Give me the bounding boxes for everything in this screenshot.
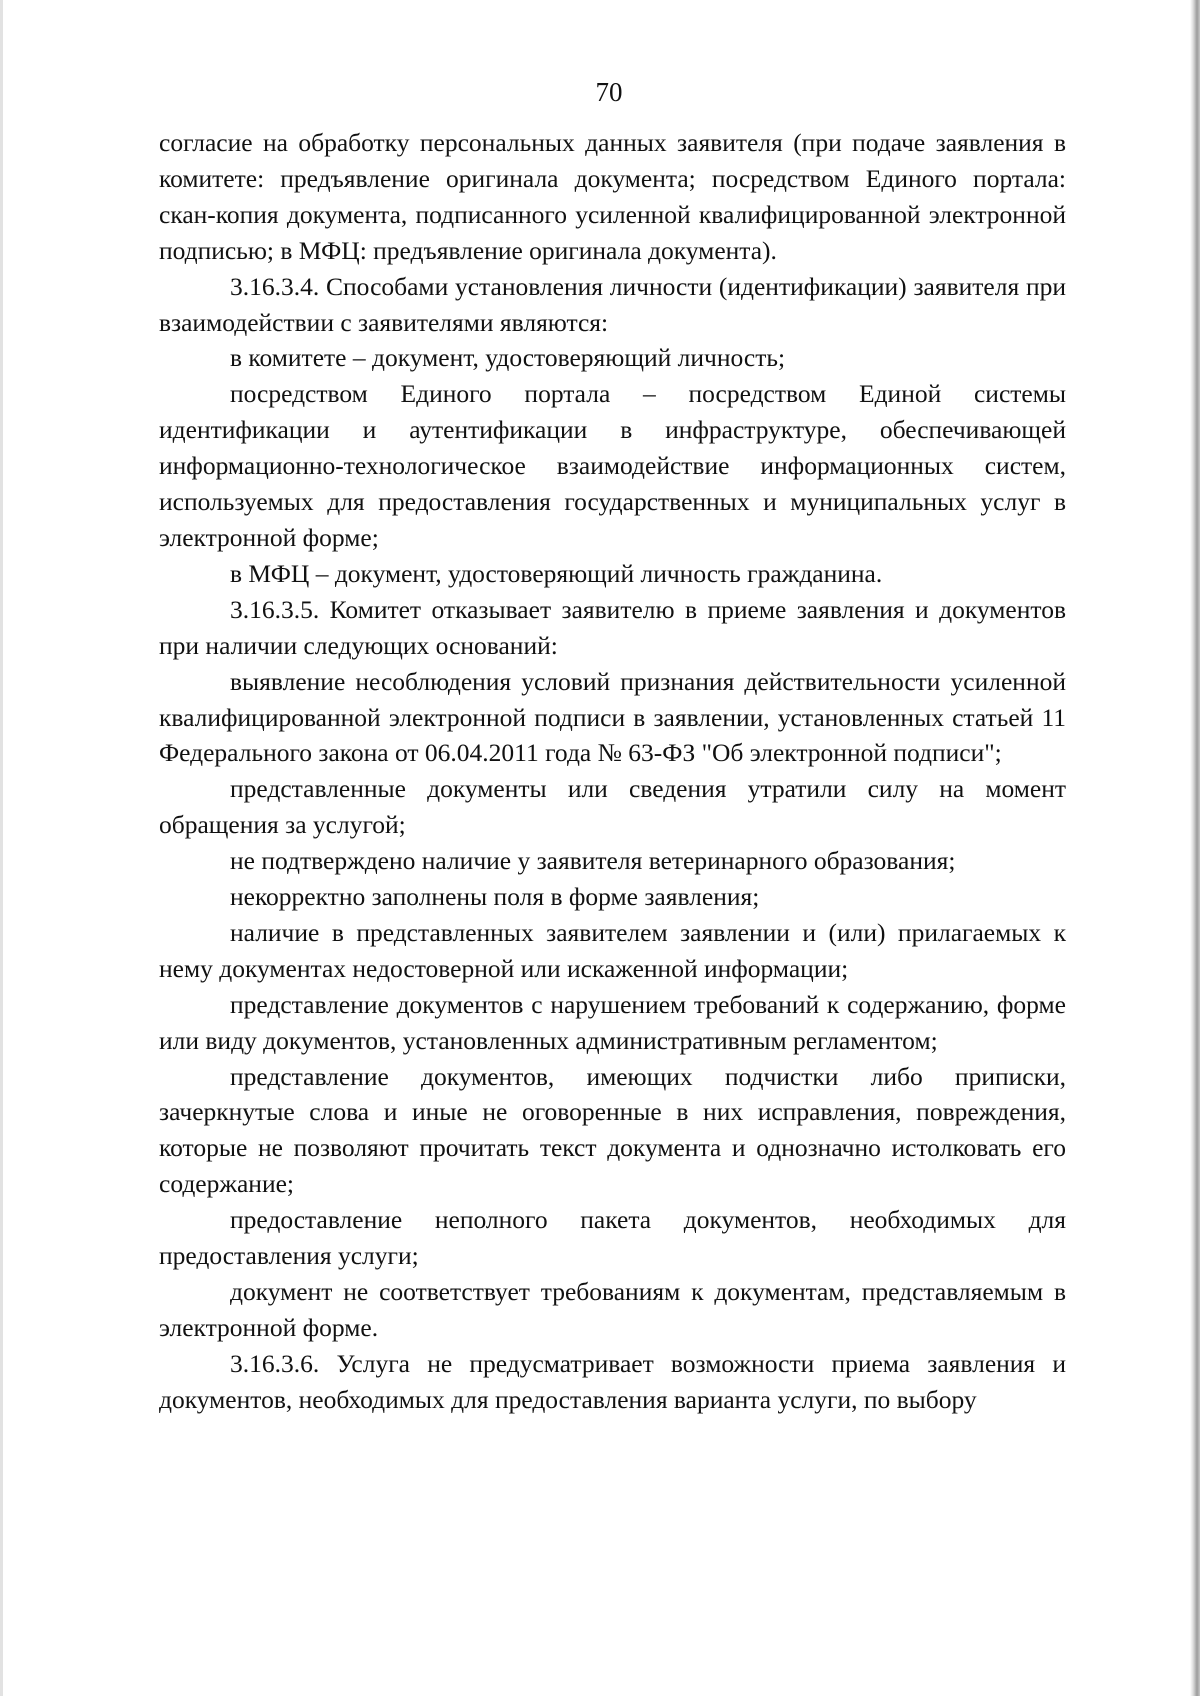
paragraph: 3.16.3.5. Комитет отказывает заявителю в приеме заявления и документов при наличии следующих оснований: bbox=[159, 594, 1066, 660]
page-number: 70 bbox=[595, 77, 623, 107]
paragraph: 3.16.3.4. Способами установления личности (идентификации) заявителя при взаимодействии с заявителями являются: bbox=[159, 271, 1066, 337]
paragraph: посредством Единого портала – посредством Единой системы идентификации и аутентификации в инфраструктуре, обеспечивающей информационно-технологическое взаимодействие информационных систем, используемых для предоставления государственных и муниципальных услуг в электронной форме; bbox=[159, 379, 1066, 552]
paragraph: выявление несоблюдения условий признания действительности усиленной квалифицированной электронной подписи в заявлении, установленных статьей 11 Федерального закона от 06.04.2011 года № 63-ФЗ "Об электронной подписи"; bbox=[159, 666, 1066, 768]
paragraph: в комитете – документ, удостоверяющий личность; bbox=[230, 343, 786, 373]
scan-edge-right bbox=[1190, 0, 1200, 1696]
paragraph: представление документов, имеющих подчистки либо приписки, зачеркнутые слова и иные не оговоренные в них исправления, повреждения, которые не позволяют прочитать текст документа и однозначно истолковать его содержание; bbox=[159, 1061, 1066, 1199]
paragraph: предоставление неполного пакета документов, необходимых для предоставления услуги; bbox=[159, 1205, 1066, 1271]
paragraph: согласие на обработку персональных данных заявителя (при подаче заявления в комитете: предъявление оригинала документа; посредством Единого портала: скан-копия документа, подписанного усиленной квалифицированной электронной подписью; в МФЦ: предъявление оригинала документа). bbox=[159, 128, 1066, 265]
paragraph: документ не соответствует требованиям к документам, представляемым в электронной форме. bbox=[159, 1277, 1066, 1342]
paragraph: представление документов с нарушением требований к содержанию, форме или виду документов, установленных административным регламентом; bbox=[159, 989, 1066, 1055]
paragraph: наличие в представленных заявителем заявлении и (или) прилагаемых к нему документах недостоверной или искаженной информации; bbox=[159, 917, 1066, 983]
paragraph: 3.16.3.6. Услуга не предусматривает возможности приема заявления и документов, необходимых для предоставления варианта услуги, по выбору bbox=[159, 1348, 1066, 1414]
paragraph: в МФЦ – документ, удостоверяющий личность гражданина. bbox=[230, 558, 883, 588]
scan-edge-left bbox=[0, 0, 3, 1696]
paragraph: представленные документы или сведения утратили силу на момент обращения за услугой; bbox=[159, 774, 1066, 840]
document-body bbox=[159, 125, 1066, 1418]
paragraph: не подтверждено наличие у заявителя ветеринарного образования; bbox=[230, 846, 956, 876]
paragraph: некорректно заполнены поля в форме заявления; bbox=[230, 882, 760, 912]
